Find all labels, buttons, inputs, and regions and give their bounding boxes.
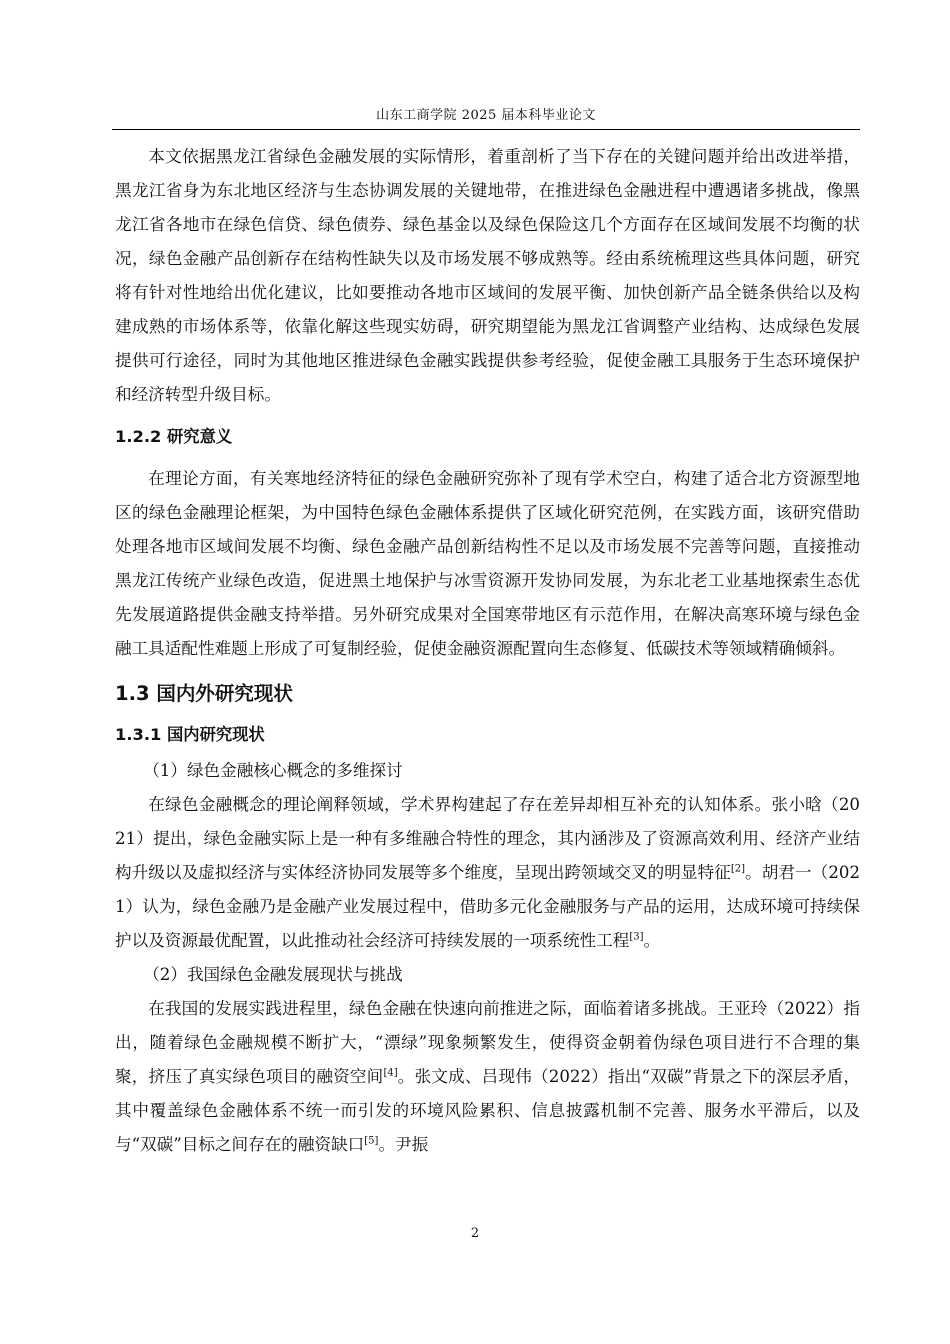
paragraph-concept-text-c: 。 bbox=[643, 931, 661, 950]
paragraph-concept-text-b: 。胡君一（2021）认为，绿色金融乃是金融产业发展过程中，借助多元化金融服务与产品的运用，达成环境可持续保护以及资源最优配置，以此推动社会经济可持续发展的一项系统性工程 bbox=[115, 863, 860, 950]
citation-2: [2] bbox=[730, 863, 746, 875]
list-item-2: （2）我国绿色金融发展现状与挑战 bbox=[143, 965, 403, 984]
paragraph-challenges-text-a: 在我国的发展实践进程里，绿色金融在快速向前推进之际，面临着诸多挑战。王亚玲（2022）指出，随着绿色金融规模不断扩大，“漂绿”现象频繁发生，使得资金朝着伪绿色项目进行不合理的集聚，挤压了真实绿色项目的融资空间 bbox=[115, 999, 860, 1086]
heading-1-3: 1.3 国内外研究现状 bbox=[115, 682, 293, 705]
paragraph-research-significance: 在理论方面，有关寒地经济特征的绿色金融研究弥补了现有学术空白，构建了适合北方资源型地区的绿色金融理论框架，为中国特色绿色金融体系提供了区域化研究范例，在实践方面，该研究借助处理各地市区域间发展不均衡、绿色金融产品创新结构性不足以及市场发展不完善等问题，直接推动黑龙江传统产业绿色改造，促进黑土地保护与冰雪资源开发协同发展，为东北老工业基地探索生态优先发展道路提供金融支持举措。另外研究成果对全国寒带地区有示范作用，在解决高寒环境与绿色金融工具适配性难题上形成了可复制经验，促使金融资源配置向生态修复、低碳技术等领域精确倾斜。 bbox=[115, 469, 860, 658]
header-rule bbox=[112, 129, 860, 130]
heading-1-2-2: 1.2.2 研究意义 bbox=[115, 427, 233, 446]
list-item-1: （1）绿色金融核心概念的多维探讨 bbox=[143, 761, 403, 780]
citation-4: [4] bbox=[383, 1067, 398, 1079]
paragraph-challenges-text-b: 。张文成、吕现伟（2022）指出“双碳”背景之下的深层矛盾，其中覆盖绿色金融体系不统一而引发的环境风险累积、信息披露机制不完善、服务水平滞后，以及与“双碳”目标之间存在的融资缺口 bbox=[115, 1067, 860, 1154]
citation-5: [5] bbox=[364, 1135, 379, 1147]
paragraph-concept bbox=[115, 788, 860, 958]
paragraph-concept-text-a: 在绿色金融概念的理论阐释领域，学术界构建起了存在差异却相互补充的认知体系。张小晗（2021）提出，绿色金融实际上是一种有多维融合特性的理念，其内涵涉及了资源高效利用、经济产业结构升级以及虚拟经济与实体经济协同发展等多个维度，呈现出跨领域交叉的明显特征 bbox=[115, 795, 860, 882]
citation-3: [3] bbox=[629, 931, 644, 943]
running-header: 山东工商学院 2025 届本科毕业论文 bbox=[376, 108, 596, 123]
body-content bbox=[115, 140, 860, 1162]
heading-1-3-1: 1.3.1 国内研究现状 bbox=[115, 725, 265, 744]
page-number: 2 bbox=[470, 1226, 480, 1241]
paragraph-challenges bbox=[115, 992, 860, 1162]
paragraph-challenges-text-c: 。尹振 bbox=[378, 1135, 429, 1154]
paragraph-research-approach: 本文依据黑龙江省绿色金融发展的实际情形，着重剖析了当下存在的关键问题并给出改进举措，黑龙江省身为东北地区经济与生态协调发展的关键地带，在推进绿色金融进程中遭遇诸多挑战，像黑龙江省各地市在绿色信贷、绿色债券、绿色基金以及绿色保险这几个方面存在区域间发展不均衡的状况，绿色金融产品创新存在结构性缺失以及市场发展不够成熟等。经由系统梳理这些具体问题，研究将有针对性地给出优化建议，比如要推动各地市区域间的发展平衡、加快创新产品全链条供给以及构建成熟的市场体系等，依靠化解这些现实妨碍，研究期望能为黑龙江省调整产业结构、达成绿色发展提供可行途径，同时为其他地区推进绿色金融实践提供参考经验，促使金融工具服务于生态环境保护和经济转型升级目标。 bbox=[115, 147, 860, 404]
